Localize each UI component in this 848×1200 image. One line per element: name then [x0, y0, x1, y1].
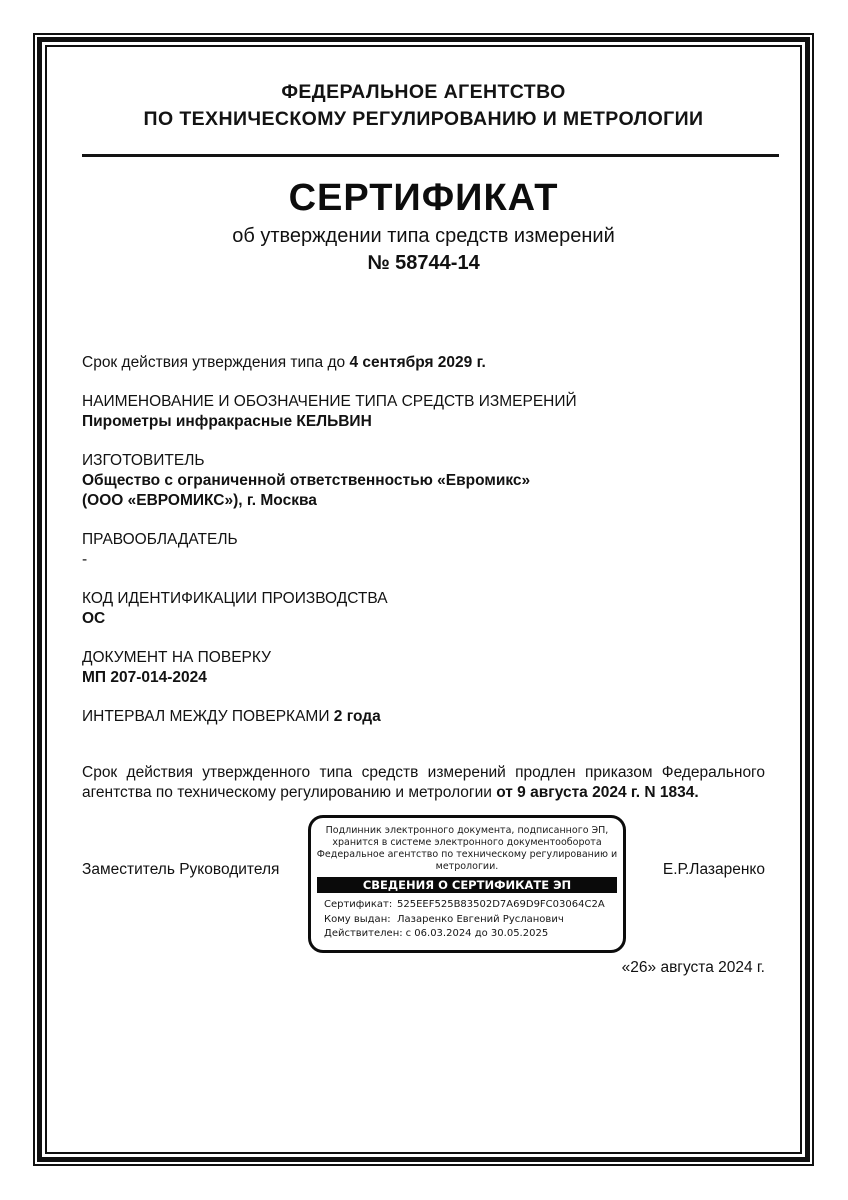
agency-name-line2: ПО ТЕХНИЧЕСКОМУ РЕГУЛИРОВАНИЮ И МЕТРОЛОГИИ: [143, 108, 704, 130]
field-value: -: [82, 551, 88, 568]
field-value: ОС: [82, 610, 106, 627]
document-number: № 58744-14: [367, 252, 480, 274]
title-block: [82, 175, 765, 277]
signatory-name: Е.Р.Лазаренко: [662, 861, 765, 878]
field-name-and-type: [82, 392, 765, 432]
field-manufacturer: [82, 451, 765, 511]
stamp-row-label: Кому выдан:: [324, 913, 391, 925]
field-label: ИЗГОТОВИТЕЛЬ: [82, 452, 205, 469]
field-value: Общество с ограниченной ответственностью «Евромикс»: [82, 472, 531, 489]
stamp-banner: СВЕДЕНИЯ О СЕРТИФИКАТЕ ЭП: [317, 877, 617, 893]
field-verification-document: [82, 648, 765, 688]
validity-value: 4 сентября 2029 г.: [349, 354, 486, 371]
extension-order-reference: от 9 августа 2024 г. N 1834.: [496, 784, 699, 801]
stamp-header-line3: Федеральное агентство по техническому регулированию и: [316, 849, 618, 860]
stamp-row-value: с 06.03.2024 до 30.05.2025: [405, 928, 549, 939]
signatory-position: Заместитель Руководителя: [82, 861, 280, 878]
stamp-row-value: 525EEF525B83502D7A69D9FC03064C2A: [397, 899, 605, 910]
certificate-frame-outer: [33, 33, 814, 1166]
field-label: ПРАВООБЛАДАТЕЛЬ: [82, 531, 238, 548]
field-label: НАИМЕНОВАНИЕ И ОБОЗНАЧЕНИЕ ТИПА СРЕДСТВ ИЗМЕРЕНИЙ: [82, 393, 577, 410]
header-divider: [82, 154, 779, 157]
extension-text: Срок действия утвержденного типа средств измерений продлен приказом Федерального агентства по техническому регулированию и метрологии: [82, 764, 765, 801]
certificate-content: [47, 47, 800, 1152]
certificate-frame-middle: [37, 37, 810, 1162]
stamp-header-line2: хранится в системе электронного документооборота: [332, 837, 602, 848]
agency-header: [82, 79, 765, 133]
signature-date: «26» августа 2024 г.: [621, 959, 765, 976]
stamp-row-issued-to: [324, 913, 618, 928]
field-value: МП 207-014-2024: [82, 669, 207, 686]
stamp-header-line4: метрологии.: [435, 861, 499, 872]
stamp-header-text: [316, 825, 618, 873]
signature-area: [82, 815, 765, 1025]
extension-paragraph: [82, 763, 765, 803]
stamp-row-value: Лазаренко Евгений Русланович: [397, 913, 564, 925]
field-value: Пирометры инфракрасные КЕЛЬВИН: [82, 413, 372, 430]
certificate-frame-inner: [45, 45, 802, 1154]
stamp-certificate-details: [316, 898, 618, 942]
field-label: КОД ИДЕНТИФИКАЦИИ ПРОИЗВОДСТВА: [82, 590, 388, 607]
document-subtitle: об утверждении типа средств измерений: [232, 225, 615, 247]
interval-value: 2 года: [333, 708, 381, 725]
interval-line: [82, 707, 765, 727]
e-signature-stamp: [308, 815, 626, 953]
field-label: ДОКУМЕНТ НА ПОВЕРКУ: [82, 649, 271, 666]
stamp-row-certificate: [324, 898, 618, 913]
validity-label: Срок действия утверждения типа до: [82, 354, 346, 371]
stamp-header-line1: Подлинник электронного документа, подписанного ЭП,: [325, 825, 609, 836]
certificate-body: [82, 353, 765, 803]
stamp-row-label: Сертификат:: [324, 899, 393, 910]
validity-line: [82, 353, 765, 373]
stamp-row-valid-period: [324, 927, 618, 942]
stamp-row-label: Действителен:: [324, 928, 403, 939]
agency-name-line1: ФЕДЕРАЛЬНОЕ АГЕНТСТВО: [281, 81, 566, 103]
interval-label: ИНТЕРВАЛ МЕЖДУ ПОВЕРКАМИ: [82, 708, 330, 725]
field-rightholder: [82, 530, 765, 570]
field-production-id-code: [82, 589, 765, 629]
field-value: (ООО «ЕВРОМИКС»), г. Москва: [82, 492, 317, 509]
document-title: СЕРТИФИКАТ: [288, 177, 559, 219]
